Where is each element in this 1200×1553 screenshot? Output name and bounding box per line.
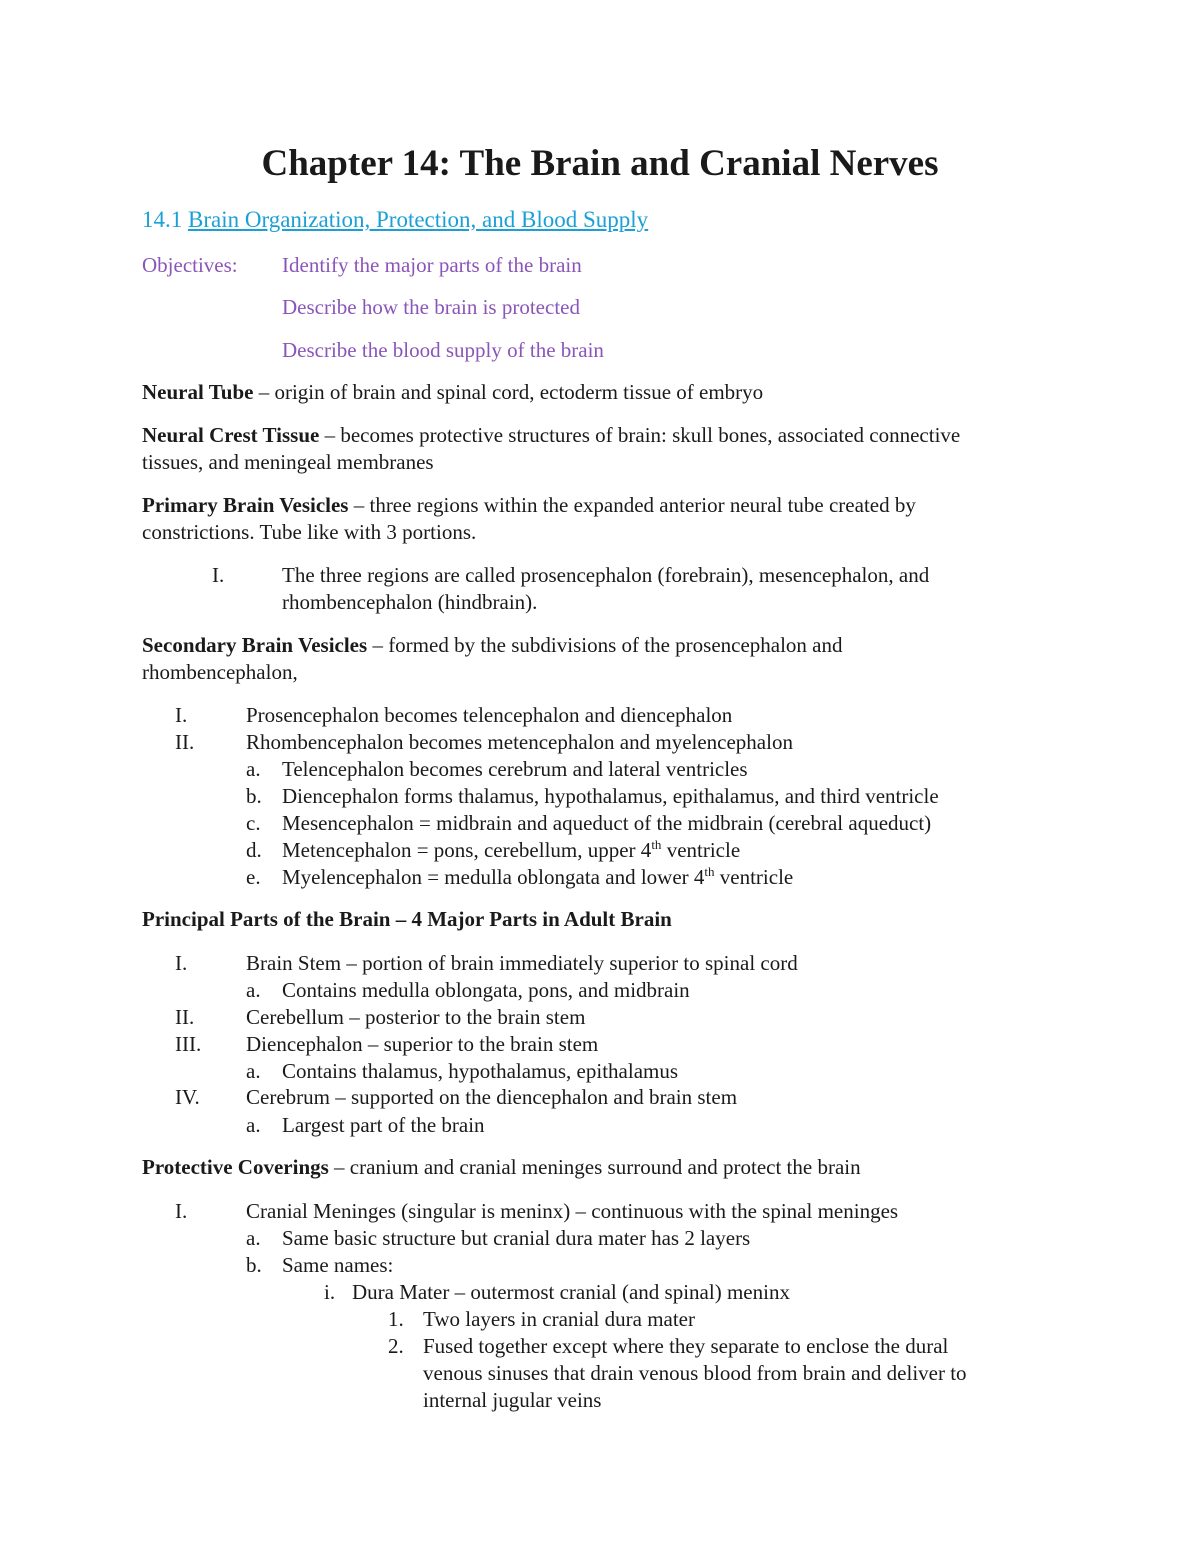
list-marker: II. (175, 730, 195, 754)
section-heading[interactable] (142, 206, 648, 234)
objective-item: Describe the blood supply of the brain (282, 338, 604, 362)
list-item: Cranial Meninges (singular is meninx) – continuous with the spinal meninges (246, 1199, 899, 1223)
list-item: Diencephalon – superior to the brain stem (246, 1032, 599, 1056)
protective-coverings-term: Protective Coverings (142, 1155, 329, 1179)
list-marker: I. (175, 1199, 188, 1223)
neural-tube-term: Neural Tube (142, 380, 254, 404)
secondary-vesicles-definition (142, 632, 843, 658)
list-item: Metencephalon = pons, cerebellum, upper 4th ventricle (282, 837, 741, 862)
protective-coverings-def: – cranium and cranial meninges surround and protect the brain (328, 1155, 861, 1179)
principal-parts-heading: Principal Parts of the Brain – 4 Major Parts in Adult Brain (142, 907, 672, 931)
list-marker: a. (246, 978, 261, 1002)
list-marker: a. (246, 757, 261, 781)
list-item: Cerebrum – supported on the diencephalon and brain stem (246, 1085, 738, 1109)
secondary-vesicles-term: Secondary Brain Vesicles (142, 633, 368, 657)
protective-coverings-definition (142, 1154, 861, 1180)
list-marker: d. (246, 838, 262, 862)
objective-item: Describe how the brain is protected (282, 295, 580, 319)
neural-crest-def: – becomes protective structures of brain: skull bones, associated connective (319, 423, 961, 447)
neural-tube-def: – origin of brain and spinal cord, ectoderm tissue of embryo (253, 380, 764, 404)
list-item: Same basic structure but cranial dura mater has 2 layers (282, 1226, 751, 1250)
list-marker: IV. (175, 1085, 200, 1109)
page-title: Chapter 14: The Brain and Cranial Nerves (261, 143, 939, 184)
objectives-label: Objectives: (142, 253, 238, 277)
list-item: Same names: (282, 1253, 394, 1277)
neural-crest-def-cont: tissues, and meningeal membranes (142, 450, 434, 474)
list-item: Telencephalon becomes cerebrum and lateral ventricles (282, 757, 748, 781)
list-item: Fused together except where they separate to enclose the dural (423, 1334, 949, 1358)
list-item: The three regions are called prosencephalon (forebrain), mesencephalon, and (282, 563, 930, 587)
list-item: Mesencephalon = midbrain and aqueduct of the midbrain (cerebral aqueduct) (282, 811, 932, 835)
list-marker: I. (212, 563, 225, 587)
list-marker: a. (246, 1226, 261, 1250)
superscript: th (704, 864, 715, 879)
list-marker: b. (246, 1253, 262, 1277)
secondary-vesicles-def-cont: rhombencephalon, (142, 660, 298, 684)
list-item: Prosencephalon becomes telencephalon and diencephalon (246, 703, 733, 727)
list-marker: a. (246, 1059, 261, 1083)
list-item: Brain Stem – portion of brain immediately superior to spinal cord (246, 951, 798, 975)
neural-crest-definition (142, 422, 960, 448)
list-item: Rhombencephalon becomes metencephalon and myelencephalon (246, 730, 793, 754)
list-marker: e. (246, 865, 261, 889)
list-marker: i. (324, 1280, 336, 1304)
list-item: Dura Mater – outermost cranial (and spinal) meninx (352, 1280, 790, 1304)
secondary-vesicles-def: – formed by the subdivisions of the prosencephalon and (367, 633, 843, 657)
section-title-link[interactable]: Brain Organization, Protection, and Blood Supply (188, 207, 649, 232)
list-item-cont: rhombencephalon (hindbrain). (282, 590, 538, 614)
primary-vesicles-definition (142, 492, 916, 518)
list-marker: c. (246, 811, 261, 835)
list-marker: 1. (388, 1307, 404, 1331)
list-marker: I. (175, 951, 188, 975)
list-item: Two layers in cranial dura mater (423, 1307, 695, 1331)
primary-vesicles-def-cont: constrictions. Tube like with 3 portions. (142, 520, 477, 544)
neural-crest-term: Neural Crest Tissue (142, 423, 320, 447)
list-item: Diencephalon forms thalamus, hypothalamus, epithalamus, and third ventricle (282, 784, 939, 808)
list-marker: a. (246, 1113, 261, 1137)
list-marker: b. (246, 784, 262, 808)
primary-vesicles-term: Primary Brain Vesicles (142, 493, 349, 517)
primary-vesicles-def: – three regions within the expanded anterior neural tube created by (348, 493, 916, 517)
list-item-cont: internal jugular veins (423, 1388, 602, 1412)
objective-item: Identify the major parts of the brain (282, 253, 582, 277)
list-item: Cerebellum – posterior to the brain stem (246, 1005, 586, 1029)
list-marker: I. (175, 703, 188, 727)
list-item: Contains thalamus, hypothalamus, epithalamus (282, 1059, 679, 1083)
list-item: Contains medulla oblongata, pons, and midbrain (282, 978, 690, 1002)
list-marker: II. (175, 1005, 195, 1029)
list-item: Myelencephalon = medulla oblongata and lower 4th ventricle (282, 864, 794, 889)
list-item-cont: venous sinuses that drain venous blood from brain and deliver to (423, 1361, 967, 1385)
neural-tube-definition (142, 379, 763, 405)
superscript: th (651, 837, 662, 852)
list-marker: 2. (388, 1334, 404, 1358)
section-number: 14.1 (142, 207, 183, 232)
list-marker: III. (175, 1032, 202, 1056)
list-item: Largest part of the brain (282, 1113, 485, 1137)
